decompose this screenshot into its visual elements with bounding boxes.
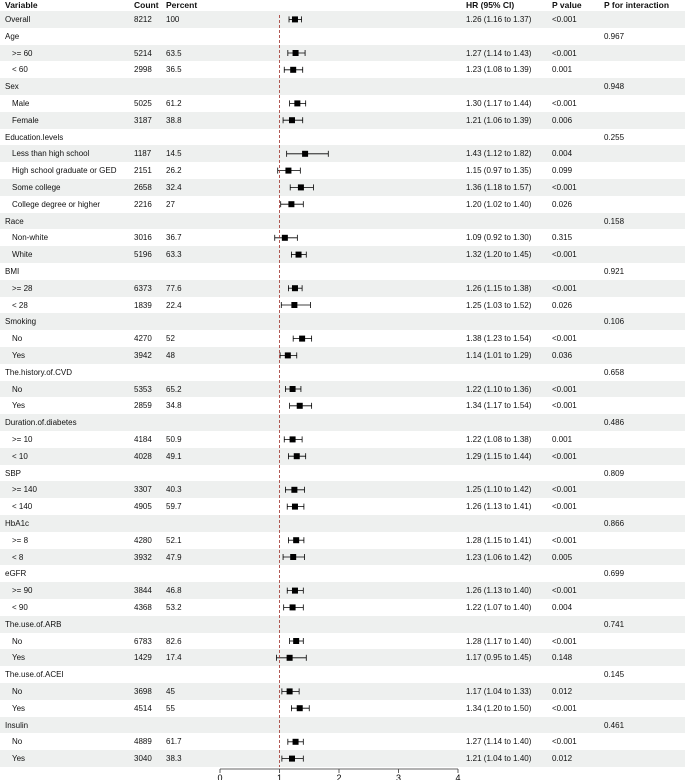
row-count: 2216 [134, 199, 152, 209]
row-hr: 1.21 (1.06 to 1.39) [466, 115, 532, 125]
row-hr: 1.25 (1.03 to 1.52) [466, 300, 532, 310]
row-count: 4028 [134, 451, 152, 461]
row-label: SBP [5, 468, 22, 478]
hr-point [297, 403, 303, 409]
row-percent: 48 [166, 351, 175, 360]
row-hr: 1.32 (1.20 to 1.45) [466, 250, 532, 260]
row-p-interaction: 0.699 [604, 569, 625, 579]
row-p-value: 0.012 [552, 754, 573, 764]
row-percent: 38.3 [166, 754, 182, 764]
row-count: 3932 [134, 552, 152, 562]
row-label: < 8 [12, 552, 24, 562]
row-p-interaction: 0.809 [604, 468, 625, 478]
row-percent: 27 [166, 199, 175, 209]
row-count: 5214 [134, 48, 152, 58]
hr-point [290, 554, 296, 560]
row-label: Education.levels [5, 132, 64, 142]
row-p-interaction: 0.145 [604, 670, 625, 680]
row-p-value: 0.005 [552, 552, 573, 562]
row-p-interaction: 0.866 [604, 519, 625, 528]
row-label: Age [5, 31, 20, 41]
x-tick-label: 4 [455, 773, 461, 780]
row-label: No [12, 737, 23, 747]
row-hr: 1.29 (1.15 to 1.44) [466, 451, 532, 461]
row-count: 5025 [134, 99, 152, 108]
row-p-value: <0.001 [552, 250, 577, 260]
row-hr: 1.25 (1.10 to 1.42) [466, 485, 532, 495]
row-p-value: 0.315 [552, 233, 573, 243]
row-label: Smoking [5, 317, 37, 327]
row-percent: 45 [166, 687, 175, 696]
row-percent: 52 [166, 334, 175, 344]
row-p-value: 0.006 [552, 115, 573, 125]
row-count: 2859 [134, 401, 152, 411]
row-percent: 50.9 [166, 435, 182, 444]
row-percent: 17.4 [166, 653, 182, 663]
row-label: < 90 [12, 603, 28, 612]
row-hr: 1.22 (1.10 to 1.36) [466, 384, 532, 394]
row-p-value: <0.001 [552, 48, 577, 58]
row-count: 3016 [134, 233, 152, 243]
header-hr: HR (95% CI) [466, 0, 515, 10]
row-p-value: <0.001 [552, 636, 577, 646]
hr-point [299, 336, 305, 342]
hr-point [292, 504, 298, 510]
row-label: Yes [12, 401, 26, 411]
x-tick-label: 2 [336, 773, 342, 780]
hr-point [290, 67, 296, 73]
row-percent: 52.1 [166, 535, 182, 545]
row-p-value: <0.001 [552, 502, 577, 512]
hr-point [302, 151, 308, 157]
row-hr: 1.26 (1.13 to 1.41) [466, 502, 532, 512]
row-p-interaction: 0.658 [604, 367, 625, 377]
hr-point [285, 352, 291, 358]
row-label: Male [12, 99, 30, 108]
row-label: >= 10 [12, 435, 33, 444]
row-percent: 40.3 [166, 485, 182, 495]
row-percent: 63.5 [166, 48, 182, 58]
row-label: Yes [12, 754, 26, 764]
row-count: 3040 [134, 754, 152, 764]
row-hr: 1.14 (1.01 to 1.29) [466, 351, 532, 360]
row-percent: 65.2 [166, 384, 182, 394]
hr-point [290, 604, 296, 610]
row-percent: 36.7 [166, 233, 182, 243]
row-hr: 1.27 (1.14 to 1.40) [466, 737, 532, 747]
row-percent: 32.4 [166, 183, 182, 192]
row-label: >= 60 [12, 48, 33, 58]
hr-point [298, 184, 304, 190]
row-count: 5196 [134, 250, 152, 260]
row-hr: 1.21 (1.04 to 1.40) [466, 754, 532, 764]
row-label: The.history.of.CVD [5, 367, 72, 377]
row-label: Race [5, 216, 24, 226]
row-percent: 26.2 [166, 166, 182, 176]
hr-point [290, 436, 296, 442]
row-count: 2658 [134, 183, 152, 192]
row-count: 4280 [134, 535, 152, 545]
row-percent: 55 [166, 703, 175, 713]
row-hr: 1.43 (1.12 to 1.82) [466, 149, 532, 159]
row-p-value: <0.001 [552, 586, 577, 596]
row-percent: 34.8 [166, 401, 182, 411]
hr-point [292, 16, 298, 22]
row-percent: 77.6 [166, 283, 182, 293]
row-p-value: 0.099 [552, 166, 573, 176]
row-label: < 10 [12, 451, 28, 461]
row-p-value: 0.026 [552, 300, 573, 310]
row-count: 3187 [134, 115, 152, 125]
hr-point [287, 688, 293, 694]
row-percent: 61.2 [166, 99, 182, 108]
row-percent: 82.6 [166, 636, 182, 646]
row-hr: 1.27 (1.14 to 1.43) [466, 48, 532, 58]
row-p-value: <0.001 [552, 485, 577, 495]
row-hr: 1.36 (1.18 to 1.57) [466, 183, 532, 192]
row-p-interaction: 0.255 [604, 132, 625, 142]
row-hr: 1.34 (1.17 to 1.54) [466, 401, 532, 411]
row-label: No [12, 334, 23, 344]
row-count: 4368 [134, 603, 152, 612]
hr-point [289, 756, 295, 762]
hr-point [296, 252, 302, 258]
hr-point [294, 100, 300, 106]
row-label: >= 90 [12, 586, 33, 596]
row-p-interaction: 0.948 [604, 82, 625, 92]
row-count: 8212 [134, 15, 152, 24]
row-label: >= 28 [12, 283, 33, 293]
row-p-interaction: 0.461 [604, 720, 625, 730]
row-percent: 100 [166, 15, 180, 24]
row-hr: 1.26 (1.13 to 1.40) [466, 586, 532, 596]
row-label: No [12, 384, 23, 394]
row-count: 6373 [134, 283, 152, 293]
row-percent: 61.7 [166, 737, 182, 747]
hr-point [291, 302, 297, 308]
hr-point [292, 285, 298, 291]
row-p-interaction: 0.741 [604, 619, 625, 629]
x-tick-label: 1 [276, 773, 283, 780]
row-label: Non-white [12, 233, 49, 243]
row-hr: 1.20 (1.02 to 1.40) [466, 199, 532, 209]
hr-point [293, 537, 299, 543]
row-label: < 28 [12, 300, 28, 310]
row-count: 1429 [134, 653, 152, 663]
hr-point [293, 739, 299, 745]
row-hr: 1.26 (1.15 to 1.38) [466, 283, 532, 293]
row-label: No [12, 687, 23, 696]
row-label: The.use.of.ARB [5, 619, 62, 629]
row-hr: 1.23 (1.06 to 1.42) [466, 552, 532, 562]
row-hr: 1.09 (0.92 to 1.30) [466, 233, 532, 243]
row-p-value: 0.001 [552, 435, 573, 444]
hr-point [293, 638, 299, 644]
row-label: White [12, 250, 33, 260]
row-count: 2151 [134, 166, 152, 176]
row-label: Female [12, 115, 39, 125]
row-label: BMI [5, 267, 20, 276]
row-p-interaction: 0.921 [604, 267, 625, 276]
row-hr: 1.22 (1.08 to 1.38) [466, 435, 532, 444]
header-p-interaction: P for interaction [604, 0, 670, 10]
row-count: 3942 [134, 351, 152, 360]
hr-point [287, 655, 293, 661]
header-percent: Percent [166, 0, 198, 10]
hr-point [293, 50, 299, 56]
row-p-value: 0.001 [552, 65, 573, 75]
row-hr: 1.38 (1.23 to 1.54) [466, 334, 532, 344]
row-count: 3844 [134, 586, 152, 596]
row-label: Insulin [5, 720, 29, 730]
row-label: Some college [12, 183, 61, 192]
row-count: 6783 [134, 636, 152, 646]
hr-point [292, 588, 298, 594]
hr-point [290, 386, 296, 392]
header-variable: Variable [5, 0, 38, 10]
row-label: Overall [5, 15, 31, 24]
row-label: Less than high school [12, 149, 90, 159]
row-p-interaction: 0.967 [604, 31, 625, 41]
hr-point [285, 168, 291, 174]
row-label: Duration.of.diabetes [5, 418, 77, 428]
row-p-value: 0.026 [552, 199, 573, 209]
row-percent: 46.8 [166, 586, 182, 596]
row-count: 4514 [134, 703, 152, 713]
row-label: >= 8 [12, 535, 29, 545]
row-p-value: <0.001 [552, 451, 577, 461]
row-percent: 47.9 [166, 552, 182, 562]
row-label: High school graduate or GED [12, 166, 117, 176]
x-tick-label: 3 [395, 773, 402, 780]
row-hr: 1.28 (1.17 to 1.40) [466, 636, 532, 646]
row-label: Yes [12, 653, 26, 663]
row-label: Yes [12, 703, 26, 713]
hr-point [291, 487, 297, 493]
row-p-interaction: 0.486 [604, 418, 625, 428]
row-label: HbA1c [5, 519, 30, 528]
row-p-value: 0.148 [552, 653, 573, 663]
row-hr: 1.28 (1.15 to 1.41) [466, 535, 532, 545]
row-count: 5353 [134, 384, 152, 394]
row-label: < 140 [12, 502, 33, 512]
row-p-value: <0.001 [552, 535, 577, 545]
hr-point [294, 453, 300, 459]
x-tick-label: 0 [217, 773, 223, 780]
row-p-interaction: 0.158 [604, 216, 625, 226]
hr-point [289, 117, 295, 123]
row-count: 4905 [134, 502, 152, 512]
row-count: 2998 [134, 65, 152, 75]
row-hr: 1.30 (1.17 to 1.44) [466, 99, 532, 108]
row-p-value: <0.001 [552, 384, 577, 394]
row-hr: 1.17 (1.04 to 1.33) [466, 687, 532, 696]
header-count: Count [134, 0, 159, 10]
row-count: 1839 [134, 300, 152, 310]
row-count: 3698 [134, 687, 152, 696]
row-p-value: <0.001 [552, 401, 577, 411]
row-label: Sex [5, 82, 19, 92]
row-hr: 1.15 (0.97 to 1.35) [466, 166, 532, 176]
row-percent: 14.5 [166, 149, 182, 159]
row-count: 4889 [134, 737, 152, 747]
hr-point [297, 705, 303, 711]
row-hr: 1.34 (1.20 to 1.50) [466, 703, 532, 713]
row-label: No [12, 636, 23, 646]
row-percent: 36.5 [166, 65, 182, 75]
row-hr: 1.17 (0.95 to 1.45) [466, 653, 532, 663]
row-percent: 59.7 [166, 502, 182, 512]
row-label: College degree or higher [12, 199, 101, 209]
row-label: eGFR [5, 569, 27, 579]
row-p-value: 0.036 [552, 351, 573, 360]
row-p-value: <0.001 [552, 737, 577, 747]
hr-point [288, 201, 294, 207]
row-label: >= 140 [12, 485, 37, 495]
row-p-value: <0.001 [552, 703, 577, 713]
row-p-value: <0.001 [552, 334, 577, 344]
row-count: 4184 [134, 435, 152, 444]
row-p-value: 0.004 [552, 603, 573, 612]
row-p-value: <0.001 [552, 15, 577, 24]
row-count: 4270 [134, 334, 152, 344]
row-percent: 53.2 [166, 603, 182, 612]
row-p-value: 0.012 [552, 687, 573, 696]
row-label: Yes [12, 351, 26, 360]
row-count: 1187 [134, 149, 152, 159]
row-label: < 60 [12, 65, 28, 75]
row-hr: 1.23 (1.08 to 1.39) [466, 65, 532, 75]
row-percent: 22.4 [166, 300, 182, 310]
row-percent: 63.3 [166, 250, 182, 260]
row-percent: 49.1 [166, 451, 182, 461]
row-hr: 1.22 (1.07 to 1.40) [466, 603, 532, 612]
hr-point [282, 235, 288, 241]
row-p-value: <0.001 [552, 183, 577, 192]
row-hr: 1.26 (1.16 to 1.37) [466, 15, 532, 24]
row-p-interaction: 0.106 [604, 317, 625, 327]
header-p-value: P value [552, 0, 582, 10]
row-count: 3307 [134, 485, 152, 495]
row-label: The.use.of.ACEI [5, 670, 64, 680]
row-p-value: 0.004 [552, 149, 573, 159]
row-p-value: <0.001 [552, 283, 577, 293]
row-p-value: <0.001 [552, 99, 577, 108]
row-percent: 38.8 [166, 115, 182, 125]
